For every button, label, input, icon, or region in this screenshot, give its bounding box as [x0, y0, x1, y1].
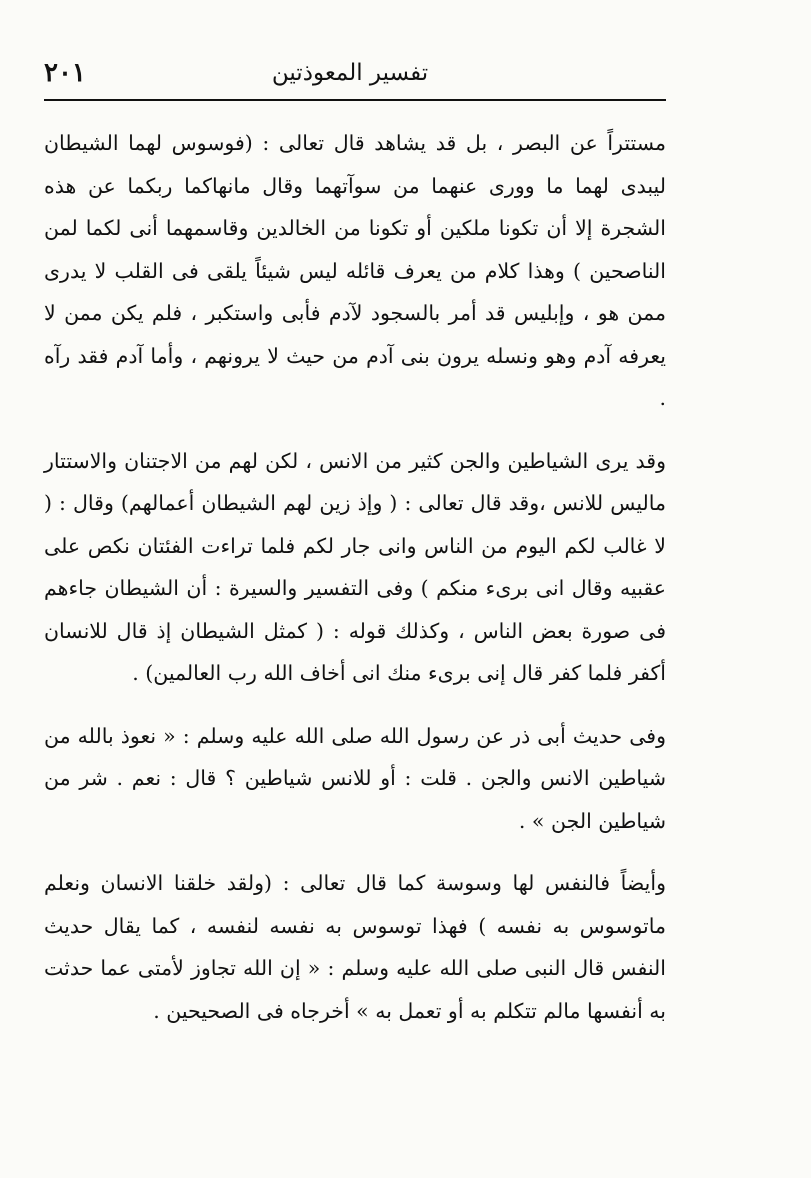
page-header — [38, 52, 662, 98]
page-body — [44, 122, 666, 1032]
paragraph: وفى حديث أبى ذر عن رسول الله صلى الله عليه وسلم : « نعوذ بالله من شياطين الانس والجن . قلت : أو للانس شياطين ؟ قال : نعم . شر من شياطين الجن » . — [44, 723, 666, 833]
paragraph: وأيضاً فالنفس لها وسوسة كما قال تعالى : (ولقد خلقنا الانسان ونعلم ماتوسوس به نفسه ) فهذا توسوس به نفسه لنفسه ، كما يقال حديث النفس قال النبى صلى الله عليه وسلم : « إن الله تجاوز لأمتى عما حدثت به أنفسها مالم تتكلم به أو تعمل به » أخرجاه فى الصحيحين . — [44, 871, 666, 1023]
paragraph: مستتراً عن البصر ، بل قد يشاهد قال تعالى : (فوسوس لهما الشيطان ليبدى لهما ما وورى عنهما من سوآتهما وقال مانهاكما ربكما عن هذه الشجرة إلا أن تكونا ملكين أو تكونا من الخالدين وقاسمهما أنى لكما لمن الناصحين ) وهذا كلام من يعرف قائله ليس شيئاً يلقى فى القلب لا يدرى ممن هو ، وإبليس قد أمر بالسجود لآدم فأبى واستكبر ، فلم يكن ممن لا يعرفه آدم وهو ونسله يرون بنى آدم من حيث لا يرونهم ، وأما آدم فقد رآه . — [44, 131, 666, 410]
paragraph: وقد يرى الشياطين والجن كثير من الانس ، لكن لهم من الاجتنان والاستتار ماليس للانس ،وقد قال تعالى : ( وإذ زين لهم الشيطان أعمالهم) وقال : ( لا غالب لكم اليوم من الناس وانى جار لكم فلما تراءت الفئتان نكص على عقبيه وقال انى برىء منكم ) وفى التفسير والسيرة : أن الشيطان جاءهم فى صورة بعض الناس ، وكذلك قوله : ( كمثل الشيطان إذ قال للانسان أكفر فلما كفر قال إنى برىء منك انى أخاف الله رب العالمين) . — [44, 448, 666, 685]
header-rule — [44, 99, 666, 101]
page-number: ٢٠١ — [44, 58, 86, 88]
running-title: تفسير المعوذتين — [271, 60, 429, 86]
